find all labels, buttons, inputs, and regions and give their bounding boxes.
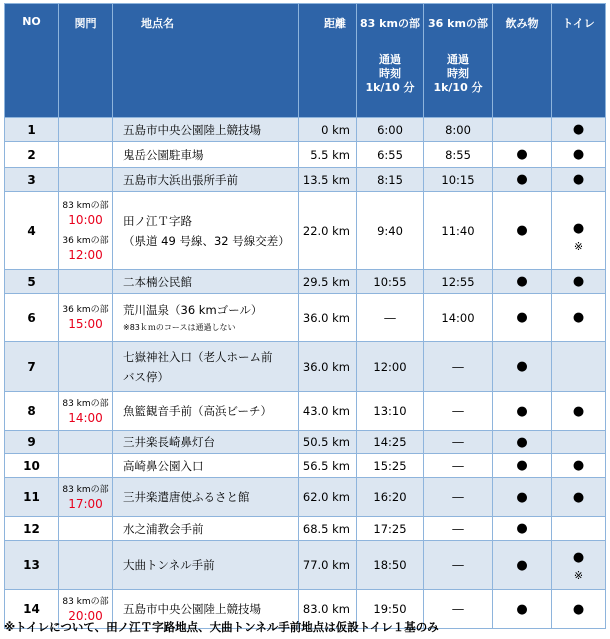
row-gate: [59, 454, 113, 478]
row-time-36km: 8:55: [424, 142, 493, 168]
row-no: 8: [5, 392, 59, 431]
header-83km-label: 83 kmの部: [360, 17, 420, 30]
gate-time: 17:00: [68, 496, 103, 511]
row-place: 水之浦教会手前: [113, 517, 299, 541]
row-time-83km: 15:25: [357, 454, 424, 478]
row-place: 魚籃観音手前（高浜ビーチ）: [113, 392, 299, 431]
header-toilet: トイレ: [552, 4, 606, 118]
row-time-83km: 12:00: [357, 342, 424, 392]
header-83km-sub-1: 通過: [379, 53, 401, 66]
row-time-83km: 9:40: [357, 192, 424, 270]
row-toilet-mark: ●: [572, 550, 585, 565]
row-drink-mark: ●: [493, 541, 552, 590]
row-time-83km: 6:55: [357, 142, 424, 168]
row-toilet-mark: ●: [552, 142, 606, 168]
table-header-row: [5, 4, 606, 118]
row-gate: [59, 478, 113, 517]
row-time-36km: ―: [424, 392, 493, 431]
row-time-83km: 16:20: [357, 478, 424, 517]
row-no: 4: [5, 192, 59, 270]
table-row: [5, 142, 606, 168]
row-distance: 62.0 km: [299, 478, 357, 517]
row-time-83km: 6:00: [357, 118, 424, 142]
row-no: 11: [5, 478, 59, 517]
place-note: ※83ｋｍのコースは通過しない: [123, 322, 236, 332]
row-no: 10: [5, 454, 59, 478]
row-time-36km: 12:55: [424, 270, 493, 294]
row-distance: 43.0 km: [299, 392, 357, 431]
row-place: 五島市中央公園陸上競技場: [113, 118, 299, 142]
row-distance: 29.5 km: [299, 270, 357, 294]
row-distance: 13.5 km: [299, 168, 357, 192]
row-toilet-mark: ●: [552, 270, 606, 294]
row-drink-mark: ●: [493, 478, 552, 517]
row-distance: 77.0 km: [299, 541, 357, 590]
row-drink-mark: ●: [493, 454, 552, 478]
row-drink-mark: [493, 118, 552, 142]
row-distance: 56.5 km: [299, 454, 357, 478]
row-place: 鬼岳公園駐車場: [113, 142, 299, 168]
row-place: 五島市中央公園陸上競技場: [113, 590, 299, 629]
row-distance: 0 km: [299, 118, 357, 142]
table-row: [5, 168, 606, 192]
row-time-36km: 11:40: [424, 192, 493, 270]
row-no: 12: [5, 517, 59, 541]
header-gate: 関門: [59, 4, 113, 118]
table-row: [5, 478, 606, 517]
toilet-note-mark: ※: [573, 239, 584, 253]
place-line-1: 荒川温泉（36 kmゴール）: [123, 302, 263, 317]
row-gate: [59, 142, 113, 168]
table-row: [5, 392, 606, 431]
row-time-83km: 14:25: [357, 431, 424, 454]
row-place: 五島市大浜出張所手前: [113, 168, 299, 192]
row-place: [113, 192, 299, 270]
row-drink-mark: ●: [493, 192, 552, 270]
row-time-36km: 8:00: [424, 118, 493, 142]
row-drink-mark: ●: [493, 342, 552, 392]
gate-time-2: 12:00: [68, 247, 103, 262]
header-no: NO: [5, 4, 59, 118]
place-line-1: 七嶽神社入口（老人ホーム前: [123, 349, 273, 364]
row-no: 13: [5, 541, 59, 590]
row-distance: 50.5 km: [299, 431, 357, 454]
row-drink-mark: ●: [493, 168, 552, 192]
row-toilet-mark: ●: [552, 294, 606, 342]
row-gate: [59, 541, 113, 590]
toilet-footnote: ※トイレについて、田ノ江Ｔ字路地点、大曲トンネル手前地点は仮設トイレ１基のみ: [4, 620, 439, 634]
place-line-1: 田ノ江Ｔ字路: [123, 213, 192, 228]
row-distance: 5.5 km: [299, 142, 357, 168]
row-time-36km: ―: [424, 541, 493, 590]
gate-label: 83 kmの部: [62, 200, 109, 211]
gate-label: 83 kmの部: [62, 596, 109, 607]
row-drink-mark: ●: [493, 392, 552, 431]
row-place: 三井楽長崎鼻灯台: [113, 431, 299, 454]
row-time-83km: 17:25: [357, 517, 424, 541]
row-gate: [59, 118, 113, 142]
row-place: 高崎鼻公園入口: [113, 454, 299, 478]
gate-label: 83 kmの部: [62, 484, 109, 495]
gate-time: 10:00: [68, 212, 103, 227]
place-line-2: バス停）: [123, 369, 169, 384]
row-gate: [59, 270, 113, 294]
row-time-36km: ―: [424, 342, 493, 392]
row-gate: [59, 192, 113, 270]
row-drink-mark: ●: [493, 517, 552, 541]
header-36km-sub-3: 1k/10 分: [433, 81, 483, 94]
header-36km-sub-1: 通過: [447, 53, 469, 66]
header-place: 地点名: [113, 4, 299, 118]
row-place: [113, 294, 299, 342]
gate-time: 15:00: [68, 317, 103, 331]
row-toilet-mark: [552, 342, 606, 392]
gate-time: 20:00: [68, 608, 103, 623]
row-distance: 36.0 km: [299, 294, 357, 342]
gate-label: 83 kmの部: [62, 398, 109, 409]
row-time-36km: ―: [424, 431, 493, 454]
row-gate: [59, 294, 113, 342]
table-row: [5, 192, 606, 270]
row-time-83km: 13:10: [357, 392, 424, 431]
row-time-36km: ―: [424, 517, 493, 541]
row-time-36km: 14:00: [424, 294, 493, 342]
row-place: 三井楽遣唐使ふるさと館: [113, 478, 299, 517]
row-no: 1: [5, 118, 59, 142]
row-gate: [59, 168, 113, 192]
row-toilet-cell: [552, 541, 606, 590]
row-toilet-mark: [552, 431, 606, 454]
row-time-83km: 18:50: [357, 541, 424, 590]
row-place: 二本楠公民館: [113, 270, 299, 294]
table-row: [5, 431, 606, 454]
row-time-36km: ―: [424, 590, 493, 629]
row-no: 6: [5, 294, 59, 342]
row-no: 2: [5, 142, 59, 168]
row-time-36km: 10:15: [424, 168, 493, 192]
row-distance: 36.0 km: [299, 342, 357, 392]
table-row: [5, 454, 606, 478]
header-83km-sub-2: 時刻: [379, 67, 401, 80]
row-drink-mark: ●: [493, 431, 552, 454]
row-time-83km: ―: [357, 294, 424, 342]
row-gate: [59, 392, 113, 431]
toilet-note-mark: ※: [573, 569, 584, 582]
table-row: [5, 342, 606, 392]
row-toilet-mark: ●: [572, 220, 585, 236]
header-36km-sub: [424, 53, 492, 95]
table-row: [5, 541, 606, 590]
table-row: [5, 294, 606, 342]
checkpoint-table: [4, 3, 606, 629]
header-36km: [424, 4, 493, 118]
row-no: 5: [5, 270, 59, 294]
gate-time: 14:00: [68, 410, 103, 425]
row-toilet-mark: ●: [552, 168, 606, 192]
row-toilet-cell: [552, 192, 606, 270]
header-distance: 距離: [299, 4, 357, 118]
place-line-2: （県道 49 号線、32 号線交差）: [123, 233, 290, 248]
row-gate: [59, 342, 113, 392]
row-time-83km: 10:55: [357, 270, 424, 294]
header-36km-sub-2: 時刻: [447, 67, 469, 80]
row-no: 9: [5, 431, 59, 454]
row-distance: 22.0 km: [299, 192, 357, 270]
row-toilet-mark: ●: [552, 478, 606, 517]
row-no: 7: [5, 342, 59, 392]
gate-label-2: 36 kmの部: [62, 235, 109, 246]
row-toilet-mark: [552, 517, 606, 541]
row-gate: [59, 431, 113, 454]
row-toilet-mark: ●: [552, 590, 606, 629]
row-drink-mark: ●: [493, 590, 552, 629]
row-time-36km: ―: [424, 454, 493, 478]
row-time-36km: ―: [424, 478, 493, 517]
row-time-83km: 8:15: [357, 168, 424, 192]
table-row: [5, 118, 606, 142]
row-gate: [59, 517, 113, 541]
header-83km: [357, 4, 424, 118]
header-drink: 飲み物: [493, 4, 552, 118]
row-drink-mark: ●: [493, 270, 552, 294]
header-36km-label: 36 kmの部: [428, 17, 488, 30]
row-toilet-mark: ●: [552, 454, 606, 478]
header-83km-sub-3: 1k/10 分: [365, 81, 415, 94]
row-drink-mark: ●: [493, 294, 552, 342]
table-row: [5, 270, 606, 294]
row-drink-mark: ●: [493, 142, 552, 168]
row-time-83km: 19:50: [357, 590, 424, 629]
gate-label: 36 kmの部: [62, 305, 109, 315]
row-toilet-mark: ●: [552, 118, 606, 142]
row-toilet-mark: ●: [552, 392, 606, 431]
row-place: 大曲トンネル手前: [113, 541, 299, 590]
table-row: [5, 517, 606, 541]
row-distance: 83.0 km: [299, 590, 357, 629]
row-no: 3: [5, 168, 59, 192]
row-distance: 68.5 km: [299, 517, 357, 541]
row-place: [113, 342, 299, 392]
header-83km-sub: [357, 53, 423, 95]
row-no: 14: [5, 590, 59, 629]
